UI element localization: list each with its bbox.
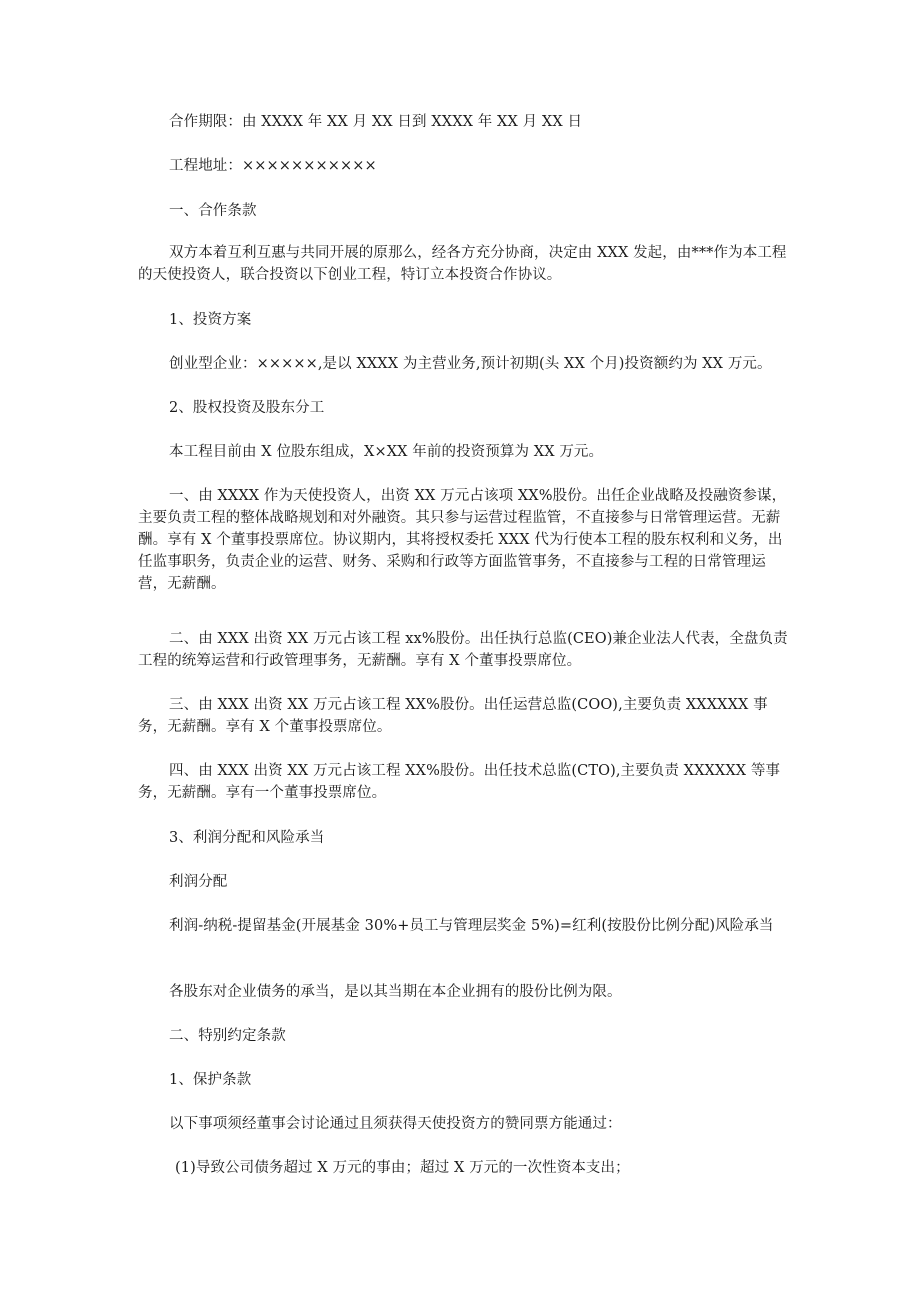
heading-investment-plan: 1、投资方案 bbox=[169, 312, 252, 328]
paragraph-debt-liability: 各股东对企业债务的承当，是以其当期在本企业拥有的股份比例为限。 bbox=[169, 984, 622, 1000]
paragraph-project-address: 工程地址：××××××××××× bbox=[169, 158, 377, 174]
paragraph-shareholders: 本工程目前由 X 位股东组成，X×XX 年前的投资预算为 XX 万元。 bbox=[169, 444, 604, 460]
paragraph-shareholder-2: 二、由 XXX 出资 XX 万元占该工程 xx%股份。出任执行总监(CEO)兼企业法人代表，全盘负责工程的统筹运营和行政管理事务，无薪酬。享有 X 个董事投票席位。 bbox=[138, 631, 788, 669]
paragraph-cooperation-period: 合作期限：由 XXXX 年 XX 月 XX 日到 XXXX 年 XX 月 XX 日 bbox=[169, 114, 583, 130]
heading-cooperation-terms: 一、合作条款 bbox=[169, 203, 257, 219]
heading-profit-distribution: 利润分配 bbox=[169, 874, 228, 890]
paragraph-shareholder-4: 四、由 XXX 出资 XX 万元占该工程 XX%股份。出任技术总监(CTO),主要负责 XXXXXX 等事务，无薪酬。享有一个董事投票席位。 bbox=[138, 763, 781, 801]
heading-special-terms: 二、特别约定条款 bbox=[169, 1028, 286, 1044]
paragraph-startup-enterprise: 创业型企业：×××××,是以 XXXX 为主营业务,预计初期(头 XX 个月)投资额约为 XX 万元。 bbox=[169, 356, 772, 372]
paragraph-shareholder-1: 一、由 XXXX 作为天使投资人，出资 XX 万元占该项 XX%股份。出任企业战略及投融资参谋，主要负责工程的整体战略规划和对外融资。其只参与运营过程监管，不直接参与日常管理运营。无薪酬。享有 X 个董事投票席位。协议期内，其将授权委托 XXX 代为行使本工程的股东权利和义务，出任监事职务，负责企业的运营、财务、采购和行政等方面监管事务，不直接参与工程的日常管理运营，无薪酬。 bbox=[138, 488, 787, 592]
paragraph-shareholder-3: 三、由 XXX 出资 XX 万元占该工程 XX%股份。出任运营总监(COO),主要负责 XXXXXX 事务，无薪酬。享有 X 个董事投票席位。 bbox=[138, 697, 768, 735]
list-item-1: (1)导致公司债务超过 X 万元的事由；超过 X 万元的一次性资本支出； bbox=[175, 1160, 630, 1176]
paragraph-board-approval: 以下事项须经董事会讨论通过且须获得天使投资方的赞同票方能通过： bbox=[169, 1116, 622, 1132]
heading-profit-risk: 3、利润分配和风险承当 bbox=[169, 830, 325, 846]
paragraph-intro: 双方本着互利互惠与共同开展的原那么，经各方充分协商，决定由 XXX 发起，由***作为本工程的天使投资人，联合投资以下创业工程，特订立本投资合作协议。 bbox=[138, 245, 787, 283]
heading-equity-investment: 2、股权投资及股东分工 bbox=[169, 400, 325, 416]
paragraph-profit-formula: 利润-纳税-提留基金(开展基金 30%+员工与管理层奖金 5%)=红利(按股份比例分配)风险承当 bbox=[169, 918, 774, 934]
heading-protection-clause: 1、保护条款 bbox=[169, 1072, 252, 1088]
